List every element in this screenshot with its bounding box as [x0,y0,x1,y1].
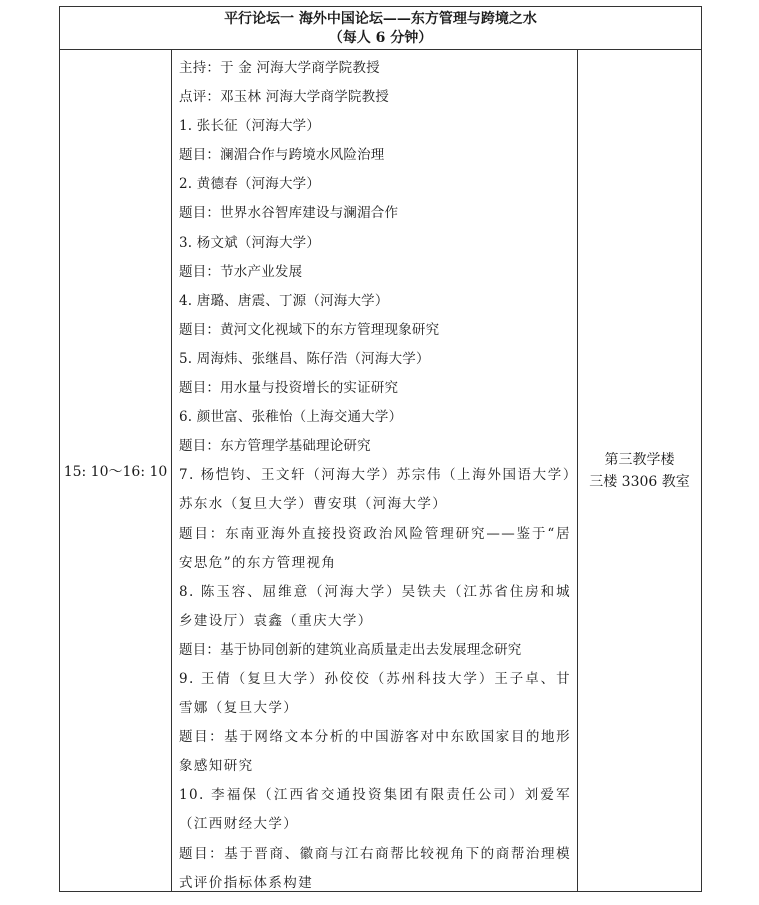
session-time: 15: 10～16: 10 [63,463,168,480]
topic-line: 题目：东南亚海外直接投资政治风险管理研究——鉴于“居安思危”的东方管理视角 [179,525,571,571]
speaker-line: 10. 李福保（江西省交通投资集团有限责任公司）刘爱军（江西财经大学） [179,787,571,833]
venue-room: 三楼 3306 教室 [589,473,690,490]
speaker-line: 2. 黄德春（河海大学） [179,176,321,193]
topic-line: 题目：基于网络文本分析的中国游客对中东欧国家目的地形象感知研究 [179,729,571,775]
topic-line: 题目：世界水谷智库建设与澜湄合作 [179,205,399,222]
speaker-line: 3. 杨文斌（河海大学） [179,234,321,251]
speaker-line: 5. 周海炜、张继昌、陈仔浩（河海大学） [179,350,430,367]
host-line: 主持：于 金 河海大学商学院教授 [179,60,380,76]
table-header [60,7,701,50]
speaker-line: 7. 杨恺钧、王文轩（河海大学）苏宗伟（上海外国语大学）苏东水（复旦大学）曹安琪（河海大学） [179,467,571,513]
forum-subtitle: （每人 6 分钟） [328,30,433,46]
forum-title: 平行论坛一 海外中国论坛——东方管理与跨境之水 [224,11,537,27]
topic-line: 题目：基于晋商、徽商与江右商帮比较视角下的商帮治理模式评价指标体系构建 [179,845,571,891]
speaker-line: 6. 颜世富、张稚怡（上海交通大学） [179,409,403,426]
venue-building: 第三教学楼 [604,451,675,468]
topic-line: 题目：用水量与投资增长的实证研究 [179,380,399,397]
schedule-table [59,6,702,892]
topic-line: 题目：基于协同创新的建筑业高质量走出去发展理念研究 [179,641,522,658]
speaker-line: 8. 陈玉容、屈维意（河海大学）吴铁夫（江苏省住房和城乡建设厅）袁鑫（重庆大学） [179,583,571,629]
speaker-line: 9. 王倩（复旦大学）孙佼佼（苏州科技大学）王子卓、甘雪娜（复旦大学） [179,670,571,717]
topic-line: 题目：澜湄合作与跨境水风险治理 [179,147,385,164]
venue-cell [578,50,701,891]
speaker-line: 4. 唐璐、唐震、丁源（河海大学） [179,292,389,309]
topic-line: 题目：黄河文化视域下的东方管理现象研究 [179,321,440,338]
time-cell [60,50,172,891]
speaker-line: 1. 张长征（河海大学） [179,118,321,135]
topic-line: 题目：节水产业发展 [179,263,303,280]
reviewer-line: 点评：邓玉林 河海大学商学院教授 [179,89,389,106]
topic-line: 题目：东方管理学基础理论研究 [179,438,371,455]
program-cell [172,50,578,891]
